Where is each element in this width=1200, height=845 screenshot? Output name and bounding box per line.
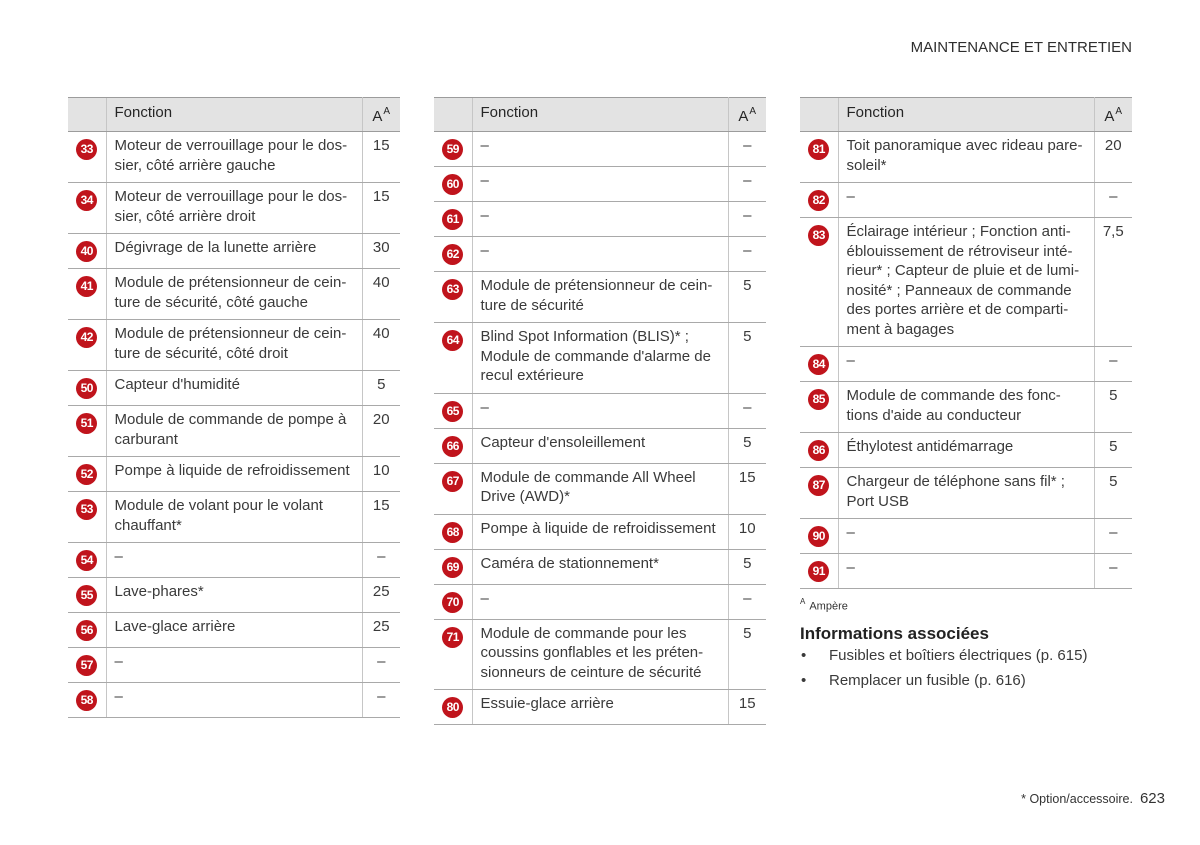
fuse-number-cell: [68, 613, 106, 648]
amperage-cell: 25: [362, 613, 400, 648]
fuse-number-badge: 33: [76, 139, 97, 160]
function-cell: Chargeur de téléphone sans fil* ; Port USB: [838, 468, 1094, 519]
fuse-number-badge: 83: [808, 225, 829, 246]
fuse-number-cell: [68, 132, 106, 183]
table-row: [68, 492, 400, 543]
fuse-number-badge: 87: [808, 475, 829, 496]
fuse-number-badge: 59: [442, 139, 463, 160]
function-cell: –: [838, 554, 1094, 589]
function-cell: Module de prétensionneur de cein- ture de sécurité: [472, 272, 728, 323]
function-cell: Module de prétensionneur de cein- ture de sécurité, côté droit: [106, 320, 362, 371]
fuse-number-badge: 84: [808, 354, 829, 375]
table-row: [434, 323, 766, 394]
fuse-number-badge: 71: [442, 627, 463, 648]
fuse-number-cell: [800, 218, 838, 347]
amperage-cell: –: [728, 393, 766, 428]
amperage-cell: 10: [728, 514, 766, 549]
amperage-header-label: A: [372, 108, 383, 125]
related-info-list: [800, 643, 1087, 693]
amperage-cell: –: [1094, 554, 1132, 589]
function-cell: Moteur de verrouillage pour le dos- sier, côté arrière gauche: [106, 132, 362, 183]
fuse-number-badge: 64: [442, 330, 463, 351]
fuse-number-cell: [800, 554, 838, 589]
function-cell: Caméra de stationnement*: [472, 549, 728, 584]
table-row: [68, 613, 400, 648]
amperage-cell: 20: [362, 406, 400, 457]
amperage-column-header: [728, 98, 766, 132]
fuse-number-badge: 91: [808, 561, 829, 582]
amperage-cell: 15: [362, 183, 400, 234]
amperage-cell: –: [362, 543, 400, 578]
fuse-number-badge: 41: [76, 276, 97, 297]
amperage-cell: –: [728, 167, 766, 202]
amperage-cell: 7,5: [1094, 218, 1132, 347]
function-column-header: Fonction: [106, 98, 362, 132]
function-cell: –: [106, 543, 362, 578]
fuse-number-badge: 68: [442, 522, 463, 543]
footnote-marker: A: [1115, 106, 1123, 117]
amperage-cell: –: [1094, 183, 1132, 218]
page-number: 623: [1139, 790, 1165, 807]
function-cell: Module de commande de pompe à carburant: [106, 406, 362, 457]
amperage-column-header: [362, 98, 400, 132]
fuse-number-cell: [434, 323, 472, 394]
table-row: [434, 132, 766, 167]
table-header-row: [434, 98, 766, 132]
table-row: [800, 382, 1132, 433]
table-row: [800, 554, 1132, 589]
section-title: MAINTENANCE ET ENTRETIEN: [910, 39, 1132, 56]
amperage-cell: –: [728, 237, 766, 272]
table-footnote: [800, 595, 848, 615]
function-cell: –: [106, 648, 362, 683]
function-cell: Toit panoramique avec rideau pare- soleil*: [838, 132, 1094, 183]
table-row: [434, 272, 766, 323]
table-row: [434, 202, 766, 237]
fuse-number-cell: [800, 468, 838, 519]
fuse-number-badge: 66: [442, 436, 463, 457]
fuse-number-badge: 67: [442, 471, 463, 492]
function-cell: Éclairage intérieur ; Fonction anti- éblouissement de rétroviseur inté- rieur* ; Capteur de pluie et de lumi- nosité* ; Panneaux de commande des portes arrière et de comparti- ment à bagages: [838, 218, 1094, 347]
function-cell: –: [472, 132, 728, 167]
fuse-number-cell: [68, 578, 106, 613]
fuse-number-badge: 56: [76, 620, 97, 641]
table-row: [68, 132, 400, 183]
page-footer: [1021, 790, 1165, 807]
table-row: [434, 237, 766, 272]
related-info-link[interactable]: [800, 643, 1087, 668]
amperage-cell: 5: [362, 371, 400, 406]
fuse-number-badge: 65: [442, 401, 463, 422]
fuse-number-badge: 34: [76, 190, 97, 211]
amperage-cell: 30: [362, 234, 400, 269]
table-row: [434, 393, 766, 428]
function-column-header: Fonction: [472, 98, 728, 132]
fuse-number-cell: [434, 132, 472, 167]
fuse-number-cell: [68, 543, 106, 578]
fuse-number-badge: 86: [808, 440, 829, 461]
fuse-number-cell: [434, 584, 472, 619]
table-row: [434, 584, 766, 619]
table-row: [800, 132, 1132, 183]
function-cell: –: [472, 237, 728, 272]
bullet-icon: [801, 643, 806, 668]
fuse-number-badge: 69: [442, 557, 463, 578]
table-row: [68, 269, 400, 320]
amperage-cell: 5: [728, 428, 766, 463]
related-info-link-label[interactable]: Remplacer un fusible (p. 616): [829, 672, 1026, 689]
fuse-number-cell: [434, 549, 472, 584]
fuse-number-cell: [68, 683, 106, 718]
table-header-row: [68, 98, 400, 132]
function-cell: Moteur de verrouillage pour le dos- sier, côté arrière droit: [106, 183, 362, 234]
table-row: [800, 183, 1132, 218]
table-row: [68, 371, 400, 406]
fuse-number-badge: 60: [442, 174, 463, 195]
table-row: [68, 183, 400, 234]
amperage-column-header: [1094, 98, 1132, 132]
function-cell: Capteur d'humidité: [106, 371, 362, 406]
fuse-number-badge: 58: [76, 690, 97, 711]
fuse-number-cell: [68, 183, 106, 234]
fuse-number-badge: 70: [442, 592, 463, 613]
fuse-number-badge: 42: [76, 327, 97, 348]
table-row: [68, 543, 400, 578]
fuse-number-cell: [68, 269, 106, 320]
amperage-cell: –: [728, 584, 766, 619]
function-cell: –: [472, 167, 728, 202]
fuse-number-cell: [434, 202, 472, 237]
fuse-table: [434, 97, 766, 725]
fuse-number-badge: 63: [442, 279, 463, 300]
fuse-number-cell: [68, 234, 106, 269]
fuse-number-cell: [68, 406, 106, 457]
fuse-number-badge: 55: [76, 585, 97, 606]
fuse-number-badge: 51: [76, 413, 97, 434]
fuse-number-cell: [434, 463, 472, 514]
fuse-number-badge: 62: [442, 244, 463, 265]
amperage-cell: 15: [728, 463, 766, 514]
fuse-number-badge: 54: [76, 550, 97, 571]
fuse-number-cell: [800, 433, 838, 468]
fuse-number-cell: [434, 272, 472, 323]
fuse-number-cell: [434, 393, 472, 428]
fuse-number-cell: [800, 183, 838, 218]
function-cell: Lave-phares*: [106, 578, 362, 613]
fuse-number-badge: 81: [808, 139, 829, 160]
function-cell: Module de volant pour le volant chauffant*: [106, 492, 362, 543]
footnote-marker: A: [383, 106, 391, 117]
amperage-cell: 15: [362, 492, 400, 543]
amperage-cell: 40: [362, 320, 400, 371]
function-cell: Module de prétensionneur de cein- ture de sécurité, côté gauche: [106, 269, 362, 320]
table-row: [434, 619, 766, 690]
fuse-number-cell: [800, 519, 838, 554]
table-row: [434, 549, 766, 584]
fuse-number-cell: [800, 347, 838, 382]
fuse-number-cell: [434, 619, 472, 690]
fuse-number-badge: 82: [808, 190, 829, 211]
option-accessory-note: * Option/accessoire.: [1021, 792, 1133, 806]
fuse-number-cell: [800, 132, 838, 183]
function-cell: –: [106, 683, 362, 718]
number-column-header: [68, 98, 106, 132]
amperage-cell: –: [1094, 347, 1132, 382]
fuse-number-cell: [434, 690, 472, 725]
number-column-header: [434, 98, 472, 132]
fuse-number-badge: 85: [808, 389, 829, 410]
function-cell: –: [472, 393, 728, 428]
table-row: [68, 683, 400, 718]
fuse-number-badge: 80: [442, 697, 463, 718]
function-cell: –: [838, 183, 1094, 218]
table-row: [434, 428, 766, 463]
function-cell: Éthylotest antidémarrage: [838, 433, 1094, 468]
amperage-cell: –: [362, 648, 400, 683]
table-row: [800, 347, 1132, 382]
table-header-row: [800, 98, 1132, 132]
fuse-number-badge: 57: [76, 655, 97, 676]
amperage-cell: 5: [1094, 433, 1132, 468]
amperage-cell: –: [362, 683, 400, 718]
table-row: [434, 690, 766, 725]
fuse-number-cell: [434, 167, 472, 202]
amperage-cell: 40: [362, 269, 400, 320]
related-info-link[interactable]: [800, 668, 1087, 693]
amperage-cell: 5: [1094, 382, 1132, 433]
fuse-number-badge: 40: [76, 241, 97, 262]
table-row: [68, 320, 400, 371]
function-cell: Essuie-glace arrière: [472, 690, 728, 725]
fuse-number-badge: 52: [76, 464, 97, 485]
table-row: [68, 578, 400, 613]
table-row: [434, 514, 766, 549]
amperage-cell: 5: [728, 619, 766, 690]
table-row: [800, 433, 1132, 468]
amperage-cell: 20: [1094, 132, 1132, 183]
related-info-heading: Informations associées: [800, 624, 989, 643]
amperage-cell: 25: [362, 578, 400, 613]
fuse-number-badge: 50: [76, 378, 97, 399]
function-cell: –: [838, 347, 1094, 382]
table-row: [68, 406, 400, 457]
fuse-table: [800, 97, 1132, 589]
number-column-header: [800, 98, 838, 132]
function-cell: Pompe à liquide de refroidissement: [106, 457, 362, 492]
function-cell: Module de commande des fonc- tions d'aide au conducteur: [838, 382, 1094, 433]
function-cell: Module de commande All Wheel Drive (AWD)*: [472, 463, 728, 514]
function-column-header: Fonction: [838, 98, 1094, 132]
related-info-link-label[interactable]: Fusibles et boîtiers électriques (p. 615): [829, 647, 1088, 664]
fuse-number-cell: [68, 648, 106, 683]
fuse-number-badge: 53: [76, 499, 97, 520]
table-row: [800, 519, 1132, 554]
function-cell: –: [472, 202, 728, 237]
bullet-icon: [801, 668, 806, 693]
amperage-header-label: A: [738, 108, 749, 125]
table-row: [800, 468, 1132, 519]
footnote-marker: A: [800, 597, 806, 606]
amperage-cell: –: [1094, 519, 1132, 554]
function-cell: Dégivrage de la lunette arrière: [106, 234, 362, 269]
amperage-cell: 5: [728, 272, 766, 323]
amperage-cell: 15: [362, 132, 400, 183]
fuse-number-cell: [434, 514, 472, 549]
amperage-cell: 5: [728, 323, 766, 394]
fuse-number-badge: 61: [442, 209, 463, 230]
table-row: [68, 648, 400, 683]
fuse-number-badge: 90: [808, 526, 829, 547]
function-cell: Lave-glace arrière: [106, 613, 362, 648]
amperage-header-label: A: [1104, 108, 1115, 125]
function-cell: Blind Spot Information (BLIS)* ; Module de commande d'alarme de recul extérieure: [472, 323, 728, 394]
function-cell: –: [472, 584, 728, 619]
function-cell: Capteur d'ensoleillement: [472, 428, 728, 463]
function-cell: Pompe à liquide de refroidissement: [472, 514, 728, 549]
table-row: [800, 218, 1132, 347]
amperage-cell: –: [728, 132, 766, 167]
table-row: [434, 463, 766, 514]
fuse-number-cell: [68, 320, 106, 371]
function-cell: –: [838, 519, 1094, 554]
amperage-cell: 5: [728, 549, 766, 584]
amperage-cell: 5: [1094, 468, 1132, 519]
fuse-number-cell: [68, 457, 106, 492]
table-row: [434, 167, 766, 202]
table-row: [68, 457, 400, 492]
table-row: [68, 234, 400, 269]
amperage-cell: –: [728, 202, 766, 237]
fuse-table: [68, 97, 400, 718]
fuse-number-cell: [800, 382, 838, 433]
fuse-number-cell: [434, 237, 472, 272]
fuse-number-cell: [68, 371, 106, 406]
footnote-marker: A: [749, 106, 757, 117]
fuse-number-cell: [68, 492, 106, 543]
amperage-cell: 15: [728, 690, 766, 725]
footnote-text: Ampère: [809, 600, 848, 613]
fuse-number-cell: [434, 428, 472, 463]
amperage-cell: 10: [362, 457, 400, 492]
function-cell: Module de commande pour les coussins gonflables et les préten- sionneurs de ceinture de sécurité: [472, 619, 728, 690]
